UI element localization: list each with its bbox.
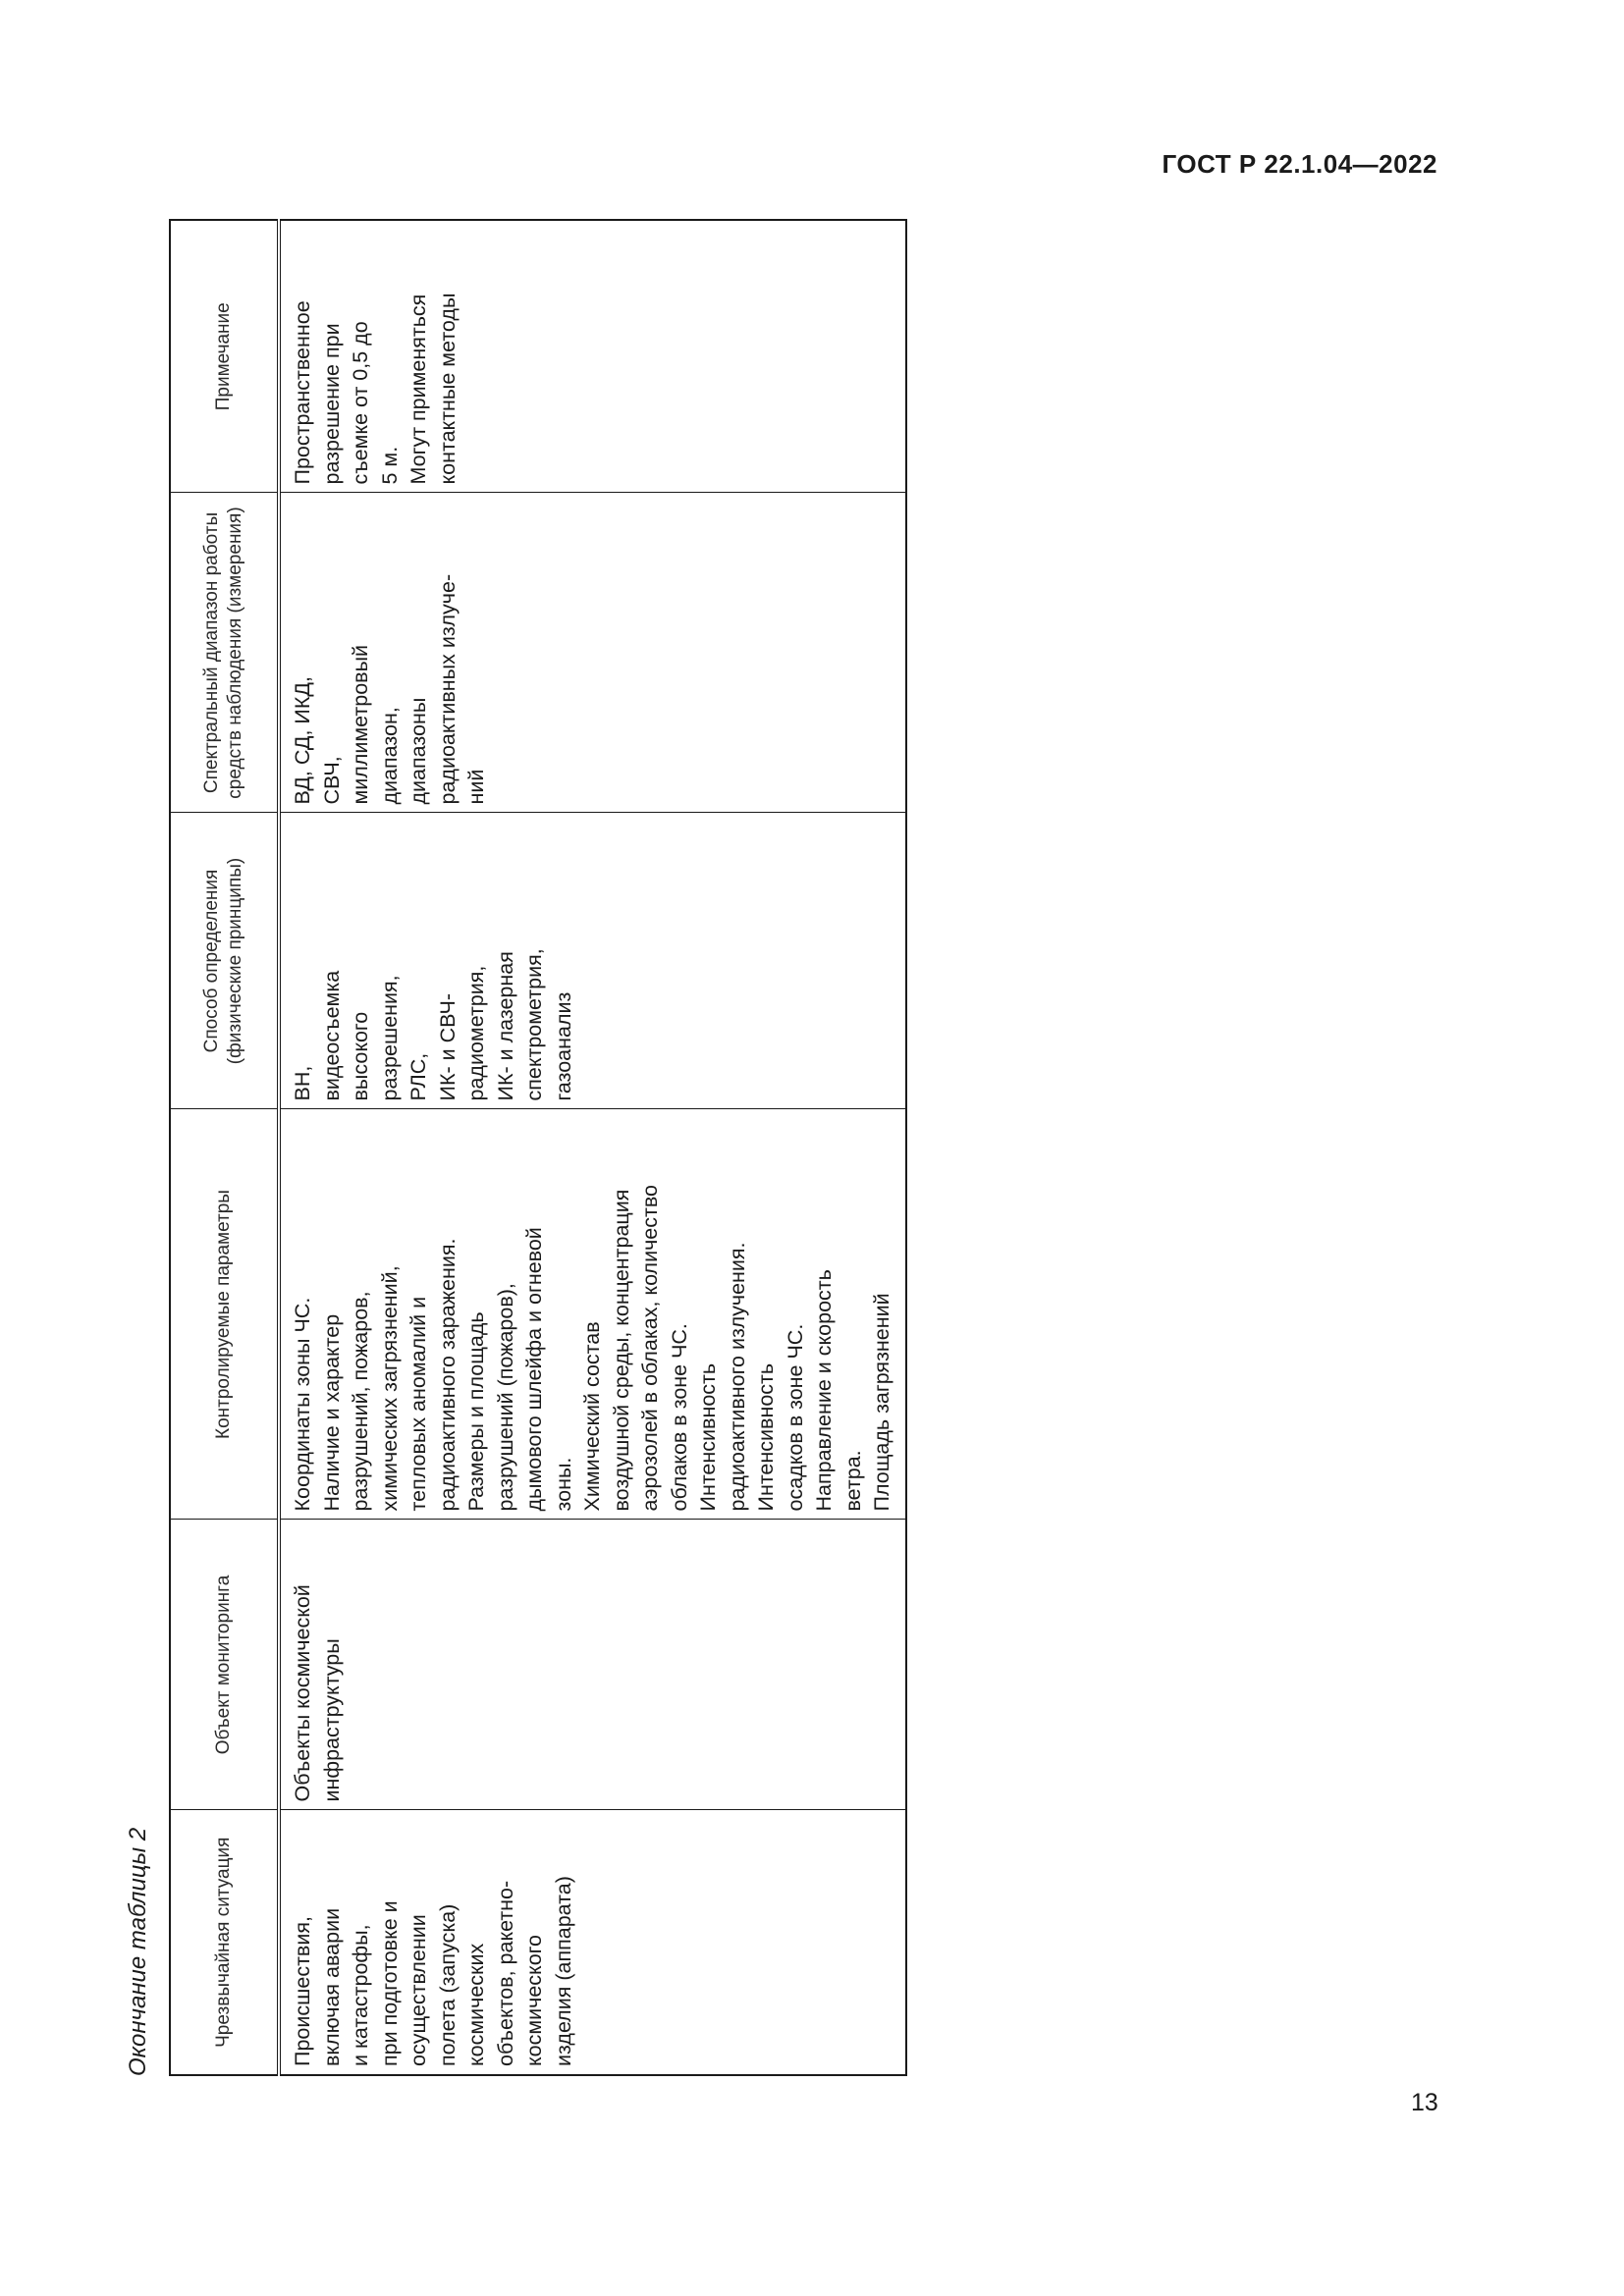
cell-situation [279,1810,906,2075]
header-object: Объект мониторинга [170,1520,279,1810]
header-situation: Чрезвычайная ситуация [170,1810,279,2075]
cell-line: диапазон, [377,707,402,805]
cell-line: Площадь загрязнений [870,1293,893,1512]
cell-line: Направление и скорость [812,1269,836,1512]
cell-line: Интенсивность [754,1362,778,1512]
cell-line: разрешения, [377,975,402,1101]
cell-line: ВН, [291,1065,314,1101]
cell-line: космического [522,1935,546,2066]
cell-line: съемке от 0,5 до [349,321,372,485]
table-row [279,220,906,2075]
cell-line: разрушений, пожаров, [349,1291,372,1512]
cell-method [279,813,906,1109]
cell-line: изделия (аппарата) [551,1876,575,2066]
cell-line: объектов, ракетно- [493,1880,517,2066]
cell-line: при подготовке и [377,1900,402,2066]
cell-line: химических загрязнений, [377,1265,402,1512]
cell-line: радиоактивных излуче- [435,573,460,805]
cell-line: радиоактивного излучения. [725,1242,749,1512]
cell-line: и катастрофы, [349,1924,372,2066]
cell-line: ветра. [840,1450,865,1512]
cell-line: Объекты космической [291,1584,314,1802]
cell-line: инфраструктуры [319,1638,344,1802]
cell-line: полета (запуска) [435,1903,460,2066]
monitoring-table [169,219,907,2076]
header-method: Способ определения (физические принципы) [170,813,279,1109]
cell-line: Интенсивность [696,1362,720,1512]
cell-note [279,220,906,493]
cell-line: разрушений (пожаров), [493,1283,517,1512]
document-code: ГОСТ Р 22.1.04—2022 [1162,149,1437,179]
cell-line: космических [464,1943,488,2066]
cell-line: Пространственное [291,300,314,485]
cell-line: 5 м. [377,446,402,485]
cell-line: зоны. [551,1457,575,1512]
cell-line: радиоактивного заражения. [435,1238,460,1512]
cell-line: Могут применяться [406,294,430,485]
cell-line: разрешение при [319,323,344,485]
cell-parameters [279,1109,906,1520]
cell-line: включая аварии [319,1907,344,2066]
cell-line: ВД, СД, ИКД, [291,676,314,805]
cell-line: тепловых аномалий и [406,1296,430,1512]
cell-line: Координаты зоны ЧС. [291,1297,314,1512]
cell-line: осадков в зоне ЧС. [783,1323,807,1512]
table-caption: Окончание таблицы 2 [125,1827,151,2076]
cell-line: аэрозолей в облаках, количество [638,1184,662,1512]
cell-line: ИК- и лазерная [493,951,517,1101]
cell-line: РЛС, [406,1052,430,1101]
cell-line: радиометрия, [464,965,488,1101]
cell-line: СВЧ, [319,756,344,805]
cell-line: Размеры и площадь [464,1311,488,1512]
cell-line: Химический состав [580,1321,604,1512]
cell-object [279,1520,906,1810]
rotated-table-block [110,221,905,2076]
cell-line: контактные методы [435,293,460,485]
cell-line: миллиметровый [349,644,372,805]
header-parameters: Контролируемые параметры [170,1109,279,1520]
cell-line: высокого [349,1011,372,1101]
table-header-row [170,220,279,2075]
page-number: 13 [1411,2089,1438,2116]
cell-line: газоанализ [551,991,575,1101]
cell-spectral [279,493,906,813]
cell-line: облаков в зоне ЧС. [667,1323,691,1512]
cell-line: Наличие и характер [319,1313,344,1512]
cell-line: диапазоны [406,697,430,805]
cell-line: ний [464,769,488,805]
cell-line: видеосъемка [319,970,344,1101]
cell-line: спектрометрия, [522,948,546,1101]
cell-line: воздушной среды, концентрация [609,1189,633,1512]
cell-line: дымового шлейфа и огневой [522,1227,546,1512]
cell-line: Происшествия, [291,1916,314,2066]
header-note: Примечание [170,220,279,493]
cell-line: ИК- и СВЧ- [435,993,460,1101]
cell-line: осуществлении [406,1914,430,2066]
header-spectral: Спектральный диапазон работы средств наблюдения (измерения) [170,493,279,813]
